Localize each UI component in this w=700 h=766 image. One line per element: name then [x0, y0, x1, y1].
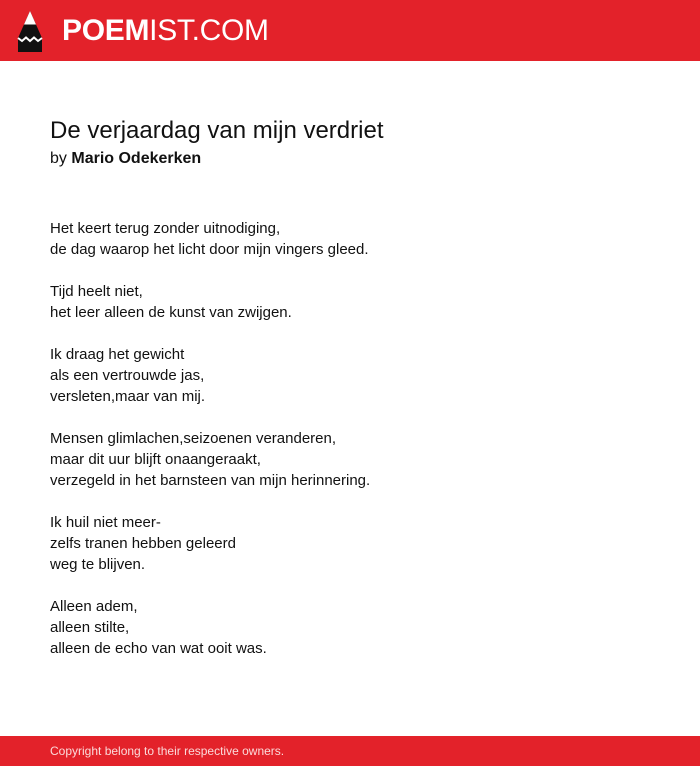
poem-line: Mensen glimlachen,seizoenen veranderen,	[50, 430, 337, 447]
poem-line: alleen de echo van wat ooit was.	[50, 640, 267, 657]
brand-name-bold: POEM	[62, 14, 150, 47]
poem-title: De verjaardag van mijn verdriet	[50, 117, 384, 144]
poem-line: verzegeld in het barnsteen van mijn herinnering.	[50, 472, 371, 489]
poem-stanza	[50, 218, 370, 260]
poem-line: Tijd heelt niet,	[50, 283, 143, 300]
site-logo-link[interactable]	[17, 9, 269, 53]
poem-line: weg te blijven.	[50, 556, 146, 573]
poem-line: Ik draag het gewicht	[50, 346, 185, 363]
brand-name-light: IST.COM	[149, 14, 269, 47]
site-logo-text	[62, 16, 269, 46]
copyright-notice: Copyright belong to their respective owners.	[50, 744, 285, 758]
site-footer	[0, 736, 700, 766]
poem-stanza	[50, 428, 370, 491]
poem-stanza	[50, 281, 370, 323]
poem-stanza	[50, 344, 370, 407]
poem-byline	[50, 149, 201, 169]
poem-line: zelfs tranen hebben geleerd	[50, 535, 236, 552]
poem-line: versleten,maar van mij.	[50, 388, 206, 405]
poem-line: alleen stilte,	[50, 619, 130, 636]
pencil-tip-icon	[17, 10, 43, 52]
poem-line: de dag waarop het licht door mijn vingers gleed.	[50, 241, 369, 258]
poem-line: het leer alleen de kunst van zwijgen.	[50, 304, 292, 321]
poem-line: Ik huil niet meer-	[50, 514, 161, 531]
poem-line: Het keert terug zonder uitnodiging,	[50, 220, 281, 237]
site-header	[0, 0, 700, 61]
poem-body	[50, 218, 370, 659]
poem-author: Mario Odekerken	[71, 150, 202, 167]
poem-line: Alleen adem,	[50, 598, 138, 615]
poem-stanza	[50, 512, 370, 575]
by-label: by	[50, 150, 67, 167]
poem-line: als een vertrouwde jas,	[50, 367, 205, 384]
poem-stanza	[50, 596, 370, 659]
poem-line: maar dit uur blijft onaangeraakt,	[50, 451, 261, 468]
